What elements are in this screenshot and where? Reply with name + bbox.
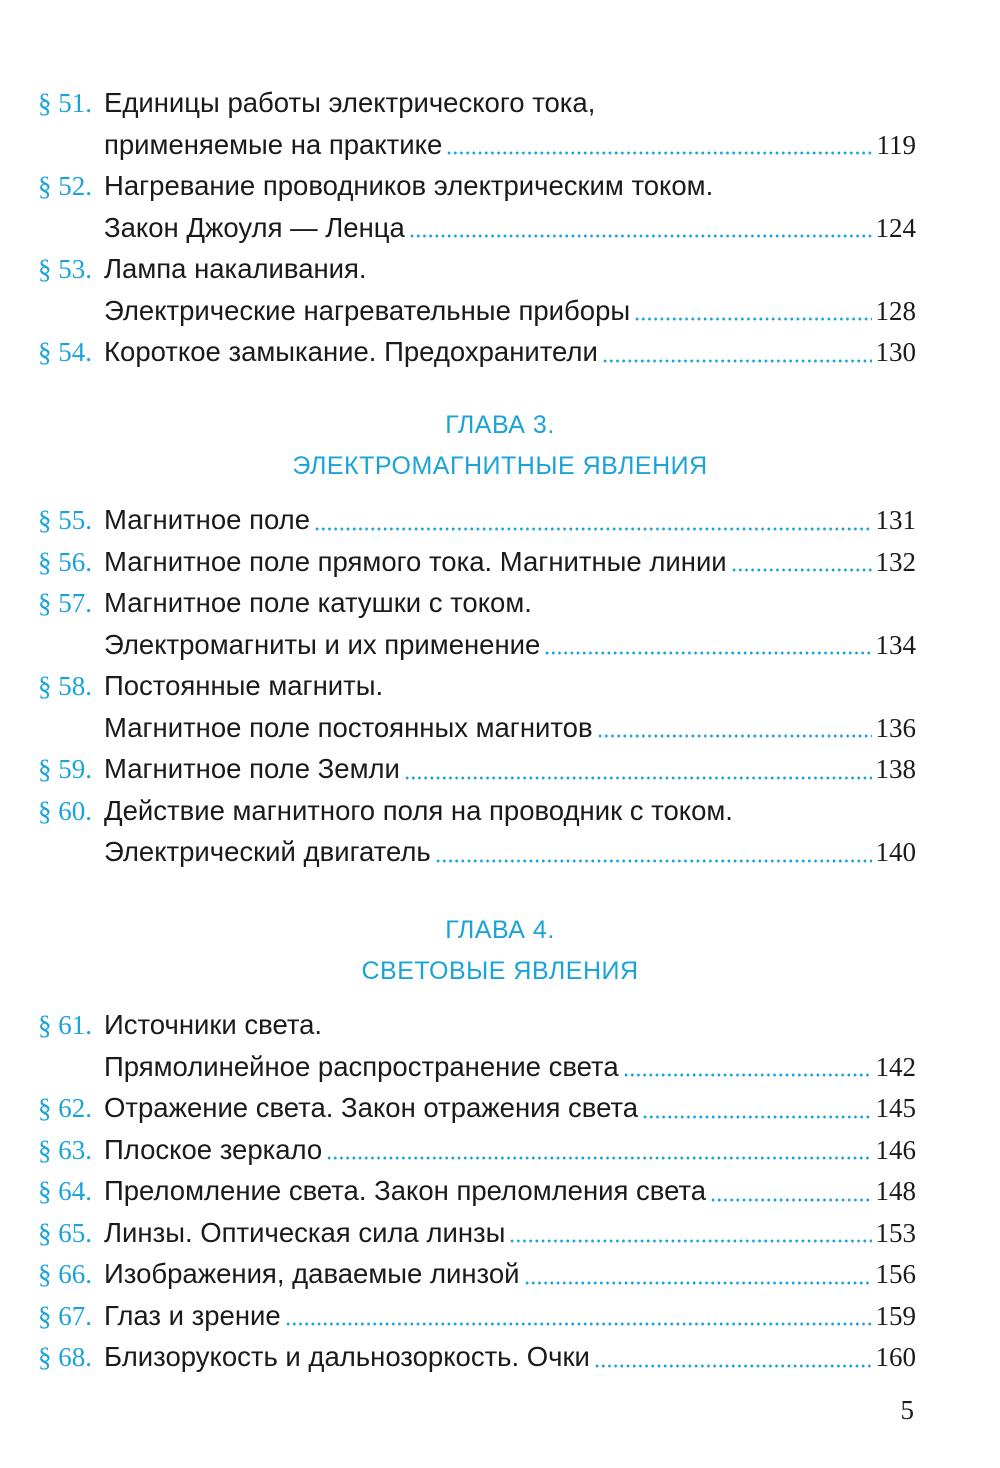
toc-entry-line <box>38 1170 916 1212</box>
dot-leader <box>634 317 871 321</box>
section-title: Изображения, даваемые линзой <box>104 1258 520 1289</box>
toc-entry[interactable] <box>38 499 916 541</box>
section-title: Лампа накаливания. <box>104 253 367 284</box>
section-number: § 57. <box>38 588 92 618</box>
section-number: § 52. <box>38 171 92 201</box>
toc-entry[interactable] <box>38 748 916 790</box>
section-title: Нагревание проводников электрическим током. <box>104 170 714 201</box>
section-number: § 66. <box>38 1259 92 1289</box>
section-number: § 55. <box>38 505 92 535</box>
toc-entry-line <box>38 707 916 749</box>
toc-entry-line <box>38 290 916 332</box>
toc-entry[interactable] <box>38 1212 916 1254</box>
section-title: Прямолинейное распространение света <box>104 1050 619 1082</box>
dot-leader <box>710 1198 871 1202</box>
section-title: Магнитное поле постоянных магнитов <box>104 711 593 743</box>
section-title: Электрический двигатель <box>104 836 431 867</box>
toc-entry-line <box>38 831 916 873</box>
toc-entry-line <box>38 1336 916 1378</box>
toc-entry-line <box>38 124 916 166</box>
section-page-number: 138 <box>875 754 916 784</box>
page-number: 5 <box>900 1395 914 1425</box>
dot-leader <box>642 1115 871 1119</box>
toc-entry-line <box>38 499 916 541</box>
dot-leader <box>594 1364 872 1368</box>
toc-entry-line <box>38 1212 916 1254</box>
section-title: Близорукость и дальнозоркость. Очки <box>104 1341 590 1372</box>
section-number: § 56. <box>38 546 92 577</box>
dot-leader <box>597 734 872 738</box>
section-page-number: 153 <box>875 1217 916 1248</box>
section-page-number: 148 <box>875 1176 916 1206</box>
section-title: Источники света. <box>104 1009 323 1040</box>
toc-entry[interactable] <box>38 82 916 165</box>
section-page-number: 160 <box>875 1342 916 1372</box>
toc-entry[interactable] <box>38 1336 916 1378</box>
toc-entry[interactable] <box>38 1170 916 1212</box>
toc-entry[interactable] <box>38 1295 916 1337</box>
section-page-number: 132 <box>875 546 916 577</box>
dot-leader <box>326 1156 871 1160</box>
section-page-number: 146 <box>875 1134 916 1165</box>
section-title: Постоянные магниты. <box>104 670 384 701</box>
section-page-number: 145 <box>875 1093 916 1123</box>
dot-leader <box>524 1281 872 1285</box>
toc-entry-line <box>38 790 916 832</box>
section-page-number: 159 <box>875 1300 916 1331</box>
section-number: § 68. <box>38 1342 92 1372</box>
section-number: § 54. <box>38 337 92 367</box>
chapter-3-label: ГЛАВА 3. <box>445 411 555 439</box>
section-number: § 58. <box>38 671 92 701</box>
toc-entry-line <box>38 82 916 124</box>
section-title: Глаз и зрение <box>104 1299 281 1331</box>
section-title: Магнитное поле <box>104 504 311 535</box>
toc-entry[interactable] <box>38 1087 916 1129</box>
section-number: § 60. <box>38 795 92 826</box>
section-title: Единицы работы электрического тока, <box>104 87 596 118</box>
section-title: Плоское зеркало <box>104 1133 323 1165</box>
chapter-3-title: ЭЛЕКТРОМАГНИТНЫЕ ЯВЛЕНИЯ <box>292 452 708 480</box>
toc-entry-line <box>38 207 916 249</box>
section-title: Отражение света. Закон отражения света <box>104 1092 639 1123</box>
section-page-number: 131 <box>875 505 916 535</box>
dot-leader <box>544 651 871 655</box>
dot-leader <box>602 359 872 363</box>
section-title: Электромагниты и их применение <box>104 628 541 660</box>
section-title: Закон Джоуля — Ленца <box>104 211 405 243</box>
section-number: § 53. <box>38 254 92 284</box>
section-page-number: 136 <box>875 712 916 743</box>
dot-leader <box>446 151 872 155</box>
toc-entry[interactable] <box>38 582 916 665</box>
toc-entry[interactable] <box>38 541 916 583</box>
dot-leader <box>285 1322 872 1326</box>
dot-leader <box>509 1239 871 1243</box>
toc-entry[interactable] <box>38 331 916 373</box>
toc-entry[interactable] <box>38 1129 916 1171</box>
toc-entry-line <box>38 1295 916 1337</box>
section-page-number: 140 <box>875 837 916 867</box>
section-title: Магнитное поле Земли <box>104 753 400 784</box>
toc-entry-line <box>38 331 916 373</box>
section-title: Магнитное поле прямого тока. Магнитные линии <box>104 545 727 577</box>
toc-entry[interactable] <box>38 665 916 748</box>
section-title: Короткое замыкание. Предохранители <box>104 336 598 367</box>
chapter-4-label: ГЛАВА 4. <box>445 916 555 944</box>
toc-entry-line <box>38 748 916 790</box>
toc-entry-line <box>38 541 916 583</box>
toc-entry[interactable] <box>38 1004 916 1087</box>
toc-entry[interactable] <box>38 1253 916 1295</box>
toc-entry-line <box>38 582 916 624</box>
section-page-number: 128 <box>875 295 916 326</box>
toc-entry-line <box>38 1253 916 1295</box>
toc-entry-line <box>38 1087 916 1129</box>
toc-entry[interactable] <box>38 165 916 248</box>
dot-leader <box>623 1073 872 1077</box>
section-title: Действие магнитного поля на проводник с током. <box>104 794 733 826</box>
dot-leader <box>409 234 872 238</box>
toc-entry-line <box>38 624 916 666</box>
section-number: § 59. <box>38 754 92 784</box>
section-title: Преломление света. Закон преломления света <box>104 1175 707 1206</box>
toc-entry-line <box>38 1004 916 1046</box>
section-number: § 65. <box>38 1217 92 1248</box>
section-title: Линзы. Оптическая сила линзы <box>104 1216 506 1248</box>
section-number: § 61. <box>38 1010 92 1040</box>
section-number: § 63. <box>38 1134 92 1165</box>
dot-leader <box>731 568 872 572</box>
dot-leader <box>435 859 872 863</box>
toc-entry[interactable] <box>38 248 916 331</box>
chapter-4-title: СВЕТОВЫЕ ЯВЛЕНИЯ <box>361 957 639 985</box>
section-page-number: 142 <box>875 1051 916 1082</box>
section-number: § 67. <box>38 1300 92 1331</box>
section-number: § 64. <box>38 1176 92 1206</box>
toc-entry-line <box>38 1129 916 1171</box>
section-page-number: 119 <box>876 129 916 160</box>
toc-entry[interactable] <box>38 790 916 873</box>
section-page-number: 156 <box>875 1259 916 1289</box>
section-number: § 51. <box>38 88 92 118</box>
toc-entry-line <box>38 248 916 290</box>
toc-entry-line <box>38 1046 916 1088</box>
section-title: Магнитное поле катушки с током. <box>104 587 532 618</box>
toc-entry-line <box>38 665 916 707</box>
toc-entry-line <box>38 165 916 207</box>
section-page-number: 124 <box>875 212 916 243</box>
section-page-number: 134 <box>875 629 916 660</box>
dot-leader <box>314 527 871 531</box>
section-number: § 62. <box>38 1093 92 1123</box>
dot-leader <box>404 776 872 780</box>
section-title: Электрические нагревательные приборы <box>104 294 631 326</box>
section-title: применяемые на практике <box>104 128 443 160</box>
section-page-number: 130 <box>875 337 916 367</box>
